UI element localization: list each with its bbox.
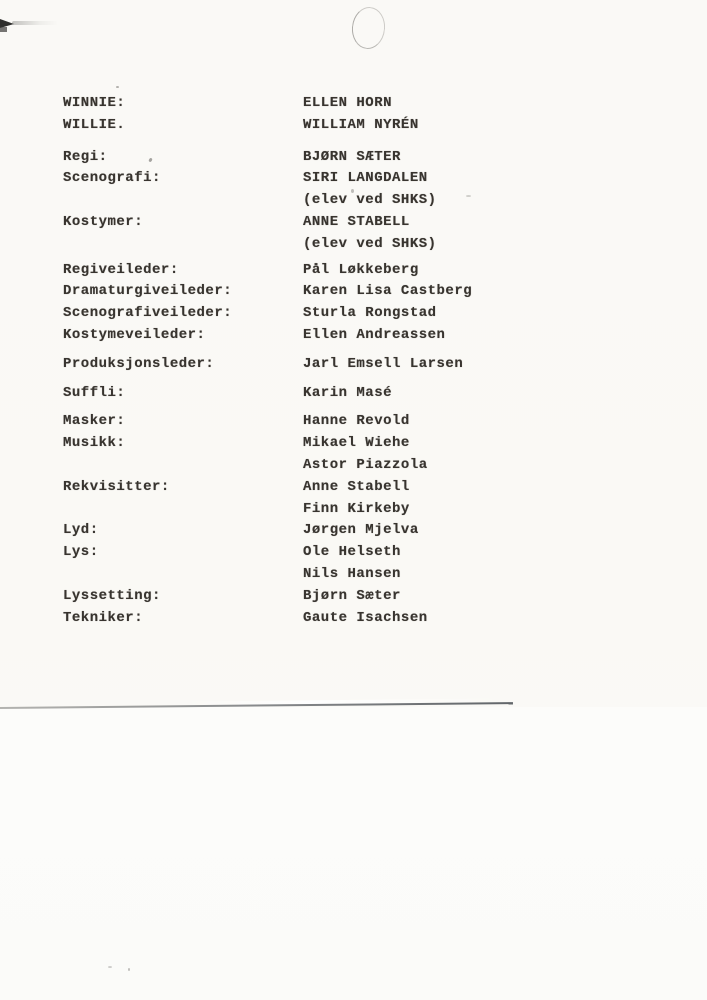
credit-row (63, 383, 663, 405)
scan-artifact-arrow-tail (0, 27, 7, 32)
credit-name-value: (elev ved SHKS) (303, 235, 437, 252)
underlying-sheet (0, 707, 707, 1000)
credit-name-value: Bjørn Sæter (303, 587, 401, 604)
credit-role-label: Rekvisitter: (63, 478, 170, 495)
dust-speck (108, 966, 112, 968)
credit-row (63, 520, 663, 542)
credit-name-value: Anne Stabell (303, 478, 410, 495)
credit-name-value: Jarl Emsell Larsen (303, 355, 464, 372)
credit-row (63, 212, 663, 234)
credit-name-value: BJØRN SÆTER (303, 148, 401, 165)
credit-row (63, 564, 663, 586)
credit-row (63, 281, 663, 303)
credit-role-label (63, 455, 303, 477)
credit-row (63, 234, 663, 256)
credit-role-label (63, 234, 303, 256)
credit-row (63, 499, 663, 521)
credit-row (63, 542, 663, 564)
credit-role-label: Masker: (63, 413, 126, 430)
credit-name-value: Pål Løkkeberg (303, 261, 419, 278)
credit-role-label: WILLIE. (63, 116, 126, 133)
credit-name-value: Astor Piazzola (303, 456, 428, 473)
credit-row (63, 455, 663, 477)
credit-role-label: Lys: (63, 544, 99, 561)
credit-row (63, 168, 663, 190)
credit-name-value: Nils Hansen (303, 565, 401, 582)
credit-row (63, 93, 663, 115)
credit-name-value: Karen Lisa Castberg (303, 283, 473, 300)
credit-name-value: ANNE STABELL (303, 213, 410, 230)
credit-role-label: Musikk: (63, 435, 126, 452)
credit-role-label: Lyssetting: (63, 587, 161, 604)
dust-speck (128, 968, 130, 971)
credit-name-value: WILLIAM NYRÉN (303, 116, 419, 133)
credit-role-label: Scenografiveileder: (63, 305, 233, 322)
credit-row (63, 477, 663, 499)
credit-name-value: ELLEN HORN (303, 95, 393, 111)
credit-role-label: Dramaturgiveileder: (63, 283, 233, 300)
credit-row (63, 115, 663, 137)
credit-row (63, 433, 663, 455)
credit-row (63, 147, 663, 169)
credit-row (63, 260, 663, 282)
credit-role-label: Regi: (63, 148, 108, 165)
credit-row (63, 411, 663, 433)
credit-row (63, 354, 663, 376)
credit-role-label: Regiveileder: (63, 261, 179, 278)
credit-row (63, 325, 663, 347)
dust-speck (116, 86, 119, 88)
credit-row (63, 586, 663, 608)
credit-role-label (63, 190, 303, 212)
credit-row (63, 608, 663, 630)
credit-name-value: Gaute Isachsen (303, 609, 428, 626)
scan-artifact-smudge (12, 21, 58, 25)
credit-role-label (63, 499, 303, 521)
credit-name-value: Ole Helseth (303, 544, 401, 561)
credit-role-label: Suffli: (63, 384, 126, 401)
hole-punch-circle-icon (350, 5, 387, 50)
credit-role-label: Produksjonsleder: (63, 355, 215, 372)
credit-row (63, 303, 663, 325)
credit-role-label: Scenografi: (63, 170, 161, 187)
credits-list (63, 93, 663, 629)
credit-role-label: Tekniker: (63, 609, 144, 626)
credit-role-label: Kostymer: (63, 213, 144, 230)
credit-name-value: Finn Kirkeby (303, 500, 410, 517)
credit-name-value: Hanne Revold (303, 413, 410, 430)
credit-role-label (63, 564, 303, 586)
credit-role-label: Lyd: (63, 522, 99, 539)
credit-name-value: Karin Masé (303, 384, 393, 401)
credit-name-value: Mikael Wiehe (303, 435, 410, 452)
credit-name-value: Sturla Rongstad (303, 305, 437, 322)
credit-role-label: Kostymeveileder: (63, 326, 206, 343)
credit-name-value: (elev ved SHKS) (303, 192, 437, 209)
credit-name-value: SIRI LANGDALEN (303, 170, 428, 187)
credit-role-label: WINNIE: (63, 95, 126, 111)
credit-name-value: Jørgen Mjelva (303, 522, 419, 539)
credit-row (63, 190, 663, 212)
credit-name-value: Ellen Andreassen (303, 326, 446, 343)
